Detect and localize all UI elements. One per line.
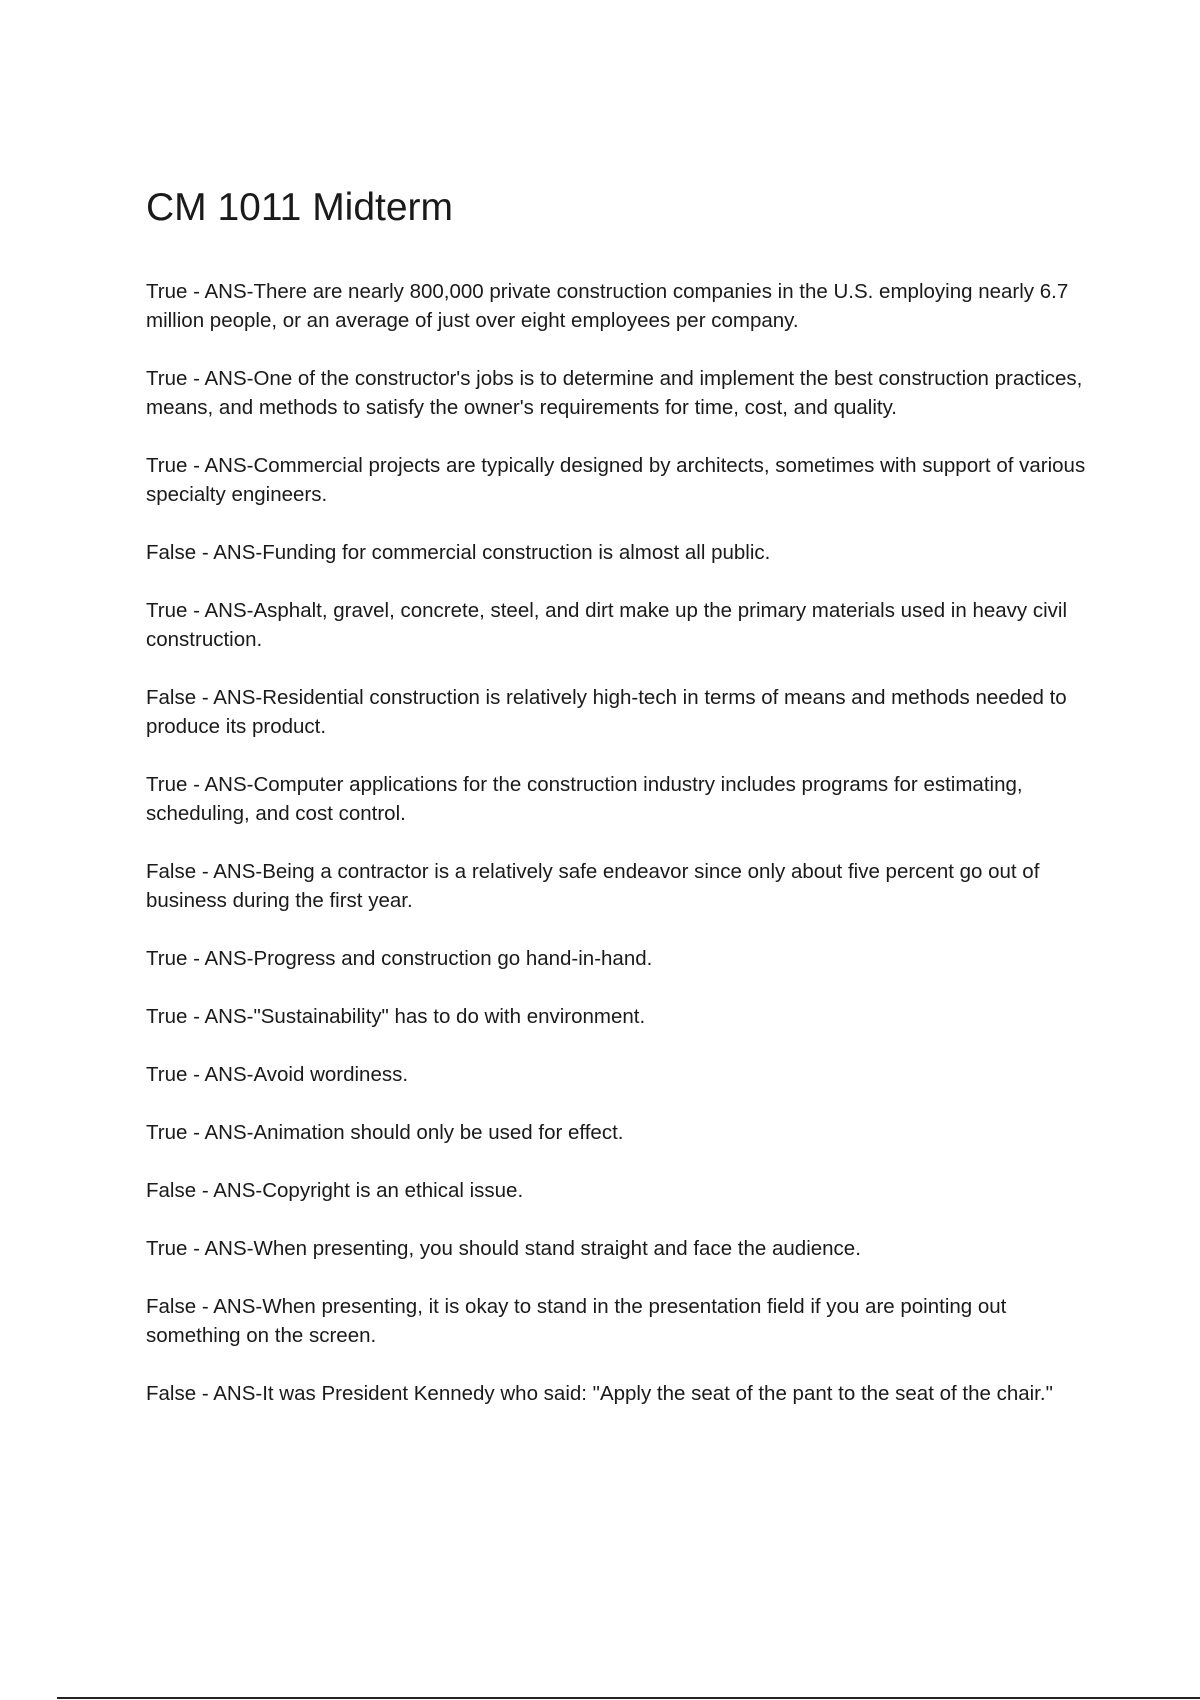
qa-separator: - ANS- [187,947,254,970]
qa-separator: - ANS- [196,1295,263,1318]
qa-list [146,277,1096,1408]
qa-separator: - ANS- [187,367,254,390]
qa-separator: - ANS- [187,280,254,303]
qa-separator: - ANS- [187,1005,254,1028]
qa-separator: - ANS- [187,1121,254,1144]
qa-answer: False [146,1295,197,1318]
qa-separator: - ANS- [187,1063,254,1086]
qa-answer: False [146,860,197,883]
qa-statement: It was President Kennedy who said: "Apply the seat of the pant to the seat of the chair." [262,1382,1053,1405]
qa-statement: When presenting, it is okay to stand in the presentation field if you are pointing out something on the screen. [146,1295,1007,1347]
qa-answer: False [146,1382,197,1405]
qa-answer: True [146,773,188,796]
qa-item [146,944,1096,973]
qa-answer: True [146,599,188,622]
qa-answer: True [146,280,188,303]
qa-item [146,277,1096,335]
qa-statement: When presenting, you should stand straight and face the audience. [253,1237,861,1260]
qa-item [146,1002,1096,1031]
qa-item [146,1060,1096,1089]
qa-statement: Copyright is an ethical issue. [262,1179,524,1202]
qa-item [146,364,1096,422]
qa-separator: - ANS- [187,1237,254,1260]
qa-statement: "Sustainability" has to do with environment. [253,1005,646,1028]
qa-answer: True [146,1005,188,1028]
qa-statement: Computer applications for the construction industry includes programs for estimating, scheduling, and cost control. [146,773,1023,825]
qa-answer: True [146,1063,188,1086]
qa-item [146,538,1096,567]
qa-item [146,451,1096,509]
qa-separator: - ANS- [187,454,254,477]
qa-item [146,1379,1096,1408]
qa-answer: True [146,1237,188,1260]
qa-item [146,1292,1096,1350]
qa-statement: There are nearly 800,000 private construction companies in the U.S. employing nearly 6.7 million people, or an average of just over eight employees per company. [146,280,1069,332]
qa-answer: False [146,686,197,709]
document-content [146,184,1096,1437]
qa-separator: - ANS- [196,860,263,883]
qa-statement: Animation should only be used for effect. [253,1121,624,1144]
qa-separator: - ANS- [196,1179,263,1202]
qa-separator: - ANS- [187,773,254,796]
qa-separator: - ANS- [196,541,263,564]
qa-separator: - ANS- [187,599,254,622]
qa-separator: - ANS- [196,686,263,709]
qa-statement: Funding for commercial construction is almost all public. [262,541,771,564]
qa-statement: Avoid wordiness. [253,1063,409,1086]
footer-divider [57,1697,1200,1699]
qa-answer: False [146,541,197,564]
qa-answer: True [146,454,188,477]
qa-statement: Progress and construction go hand-in-hand. [253,947,653,970]
qa-answer: True [146,1121,188,1144]
qa-statement: Asphalt, gravel, concrete, steel, and dirt make up the primary materials used in heavy civil construction. [146,599,1068,651]
page-title: CM 1011 Midterm [146,186,454,229]
qa-item [146,770,1096,828]
qa-answer: True [146,367,188,390]
qa-item [146,857,1096,915]
qa-separator: - ANS- [196,1382,263,1405]
qa-statement: Commercial projects are typically designed by architects, sometimes with support of various specialty engineers. [146,454,1086,506]
qa-statement: Residential construction is relatively high-tech in terms of means and methods needed to produce its product. [146,686,1067,738]
qa-item [146,596,1096,654]
qa-statement: One of the constructor's jobs is to determine and implement the best construction practices, means, and methods to satisfy the owner's requirements for time, cost, and quality. [146,367,1083,419]
qa-item [146,683,1096,741]
qa-item [146,1118,1096,1147]
qa-statement: Being a contractor is a relatively safe endeavor since only about five percent go out of business during the first year. [146,860,1040,912]
qa-answer: False [146,1179,197,1202]
qa-answer: True [146,947,188,970]
qa-item [146,1234,1096,1263]
qa-item [146,1176,1096,1205]
